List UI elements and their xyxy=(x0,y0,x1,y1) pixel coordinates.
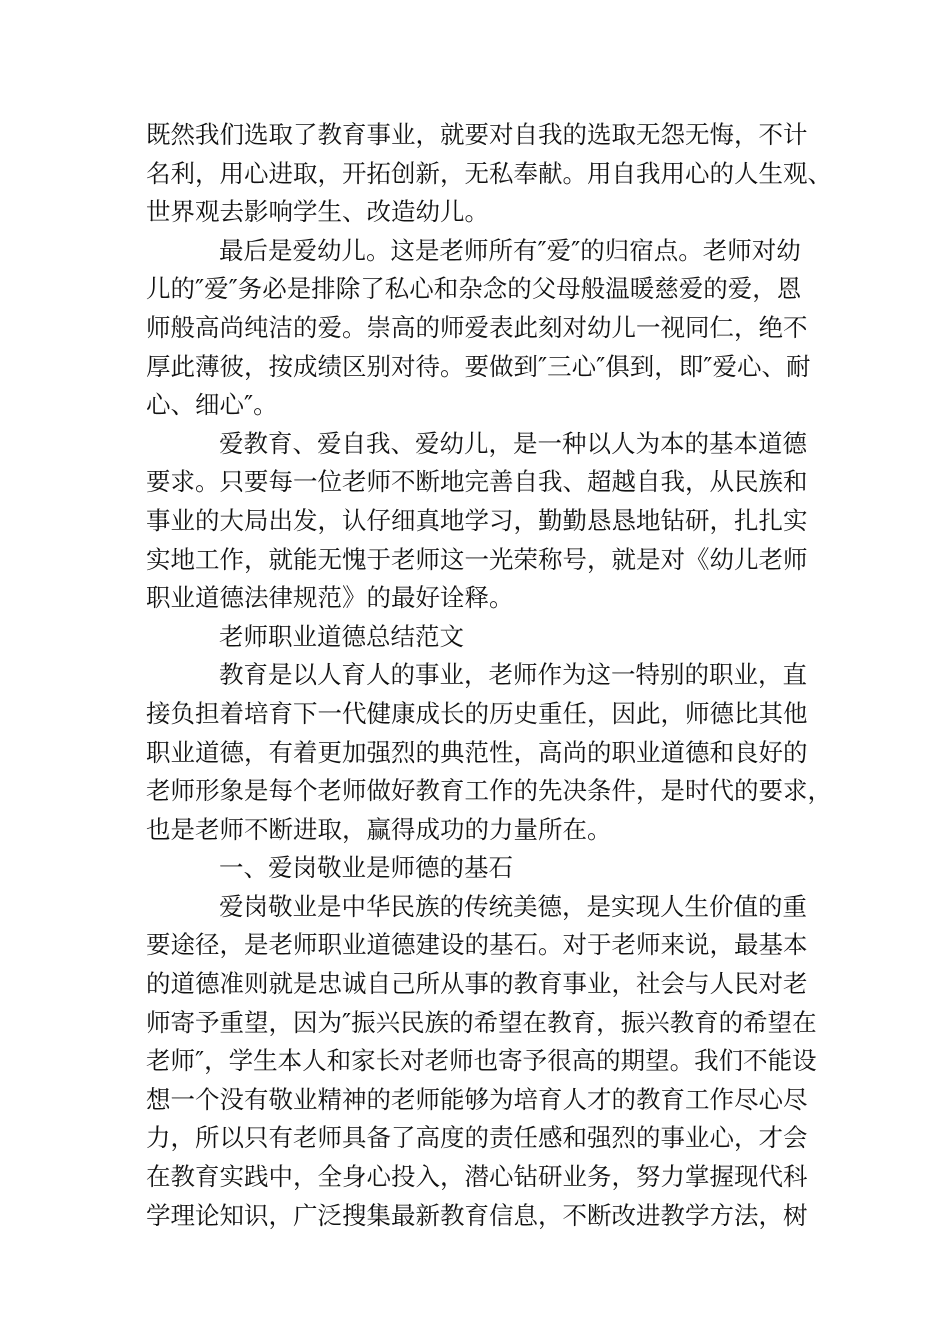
text-line: 要途径，是老师职业道德建设的基石。对于老师来说，最基本 xyxy=(146,930,808,960)
text-line: 在教育实践中，全身心投入，潜心钻研业务，努力掌握现代科 xyxy=(146,1162,808,1192)
text-line: 职业道德，有着更加强烈的典范性，高尚的职业道德和良好的 xyxy=(146,737,808,767)
text-line: 名利，用心进取，开拓创新，无私奉献。用自我用心的人生观、 xyxy=(146,158,832,188)
text-line: 职业道德法律规范》的最好诠释。 xyxy=(146,583,514,613)
text-line: 接负担着培育下一代健康成长的历史重任，因此，师德比其他 xyxy=(146,698,808,728)
text-line: 爱岗敬业是中华民族的传统美德，是实现人生价值的重 xyxy=(219,891,807,921)
text-line: 想一个没有敬业精神的老师能够为培育人才的教育工作尽心尽 xyxy=(146,1084,808,1114)
text-line: 力，所以只有老师具备了高度的责任感和强烈的事业心，才会 xyxy=(146,1123,808,1153)
text-line: 儿的″爱″务必是排除了私心和杂念的父母般温暖慈爱的爱，恩 xyxy=(146,274,802,304)
text-line: 也是老师不断进取，赢得成功的力量所在。 xyxy=(146,814,612,844)
text-line: 爱教育、爱自我、爱幼儿，是一种以人为本的基本道德 xyxy=(219,428,807,458)
text-line: 最后是爱幼儿。这是老师所有″爱″的归宿点。老师对幼 xyxy=(219,235,801,265)
text-line: 师寄予重望，因为″振兴民族的希望在教育，振兴教育的希望在 xyxy=(146,1007,817,1037)
document-body xyxy=(146,116,832,1235)
text-line: 的道德准则就是忠诚自己所从事的教育事业，社会与人民对老 xyxy=(146,969,808,999)
text-line: 老师职业道德总结范文 xyxy=(219,621,464,651)
text-line: 要求。只要每一位老师不断地完善自我、超越自我，从民族和 xyxy=(146,467,808,497)
text-line: 学理论知识，广泛搜集最新教育信息，不断改进教学方法，树 xyxy=(146,1200,808,1230)
text-line: 师般高尚纯洁的爱。崇高的师爱表此刻对幼儿一视同仁，绝不 xyxy=(146,312,808,342)
text-line: 心、细心″。 xyxy=(146,390,278,420)
text-line: 一、爱岗敬业是师德的基石 xyxy=(219,853,513,883)
text-line: 事业的大局出发，认仔细真地学习，勤勤恳恳地钻研，扎扎实 xyxy=(146,505,808,535)
text-line: 厚此薄彼，按成绩区别对待。要做到″三心″俱到，即″爱心、耐 xyxy=(146,351,811,381)
text-line: 世界观去影响学生、改造幼儿。 xyxy=(146,197,489,227)
text-line: 教育是以人育人的事业，老师作为这一特别的职业，直 xyxy=(219,660,807,690)
text-line: 老师″，学生本人和家长对老师也寄予很高的期望。我们不能设 xyxy=(146,1046,817,1076)
text-line: 既然我们选取了教育事业，就要对自我的选取无怨无悔，不计 xyxy=(146,120,808,149)
text-line: 老师形象是每个老师做好教育工作的先决条件，是时代的要求， xyxy=(146,776,832,806)
text-line: 实地工作，就能无愧于老师这一光荣称号，就是对《幼儿老师 xyxy=(146,544,808,574)
